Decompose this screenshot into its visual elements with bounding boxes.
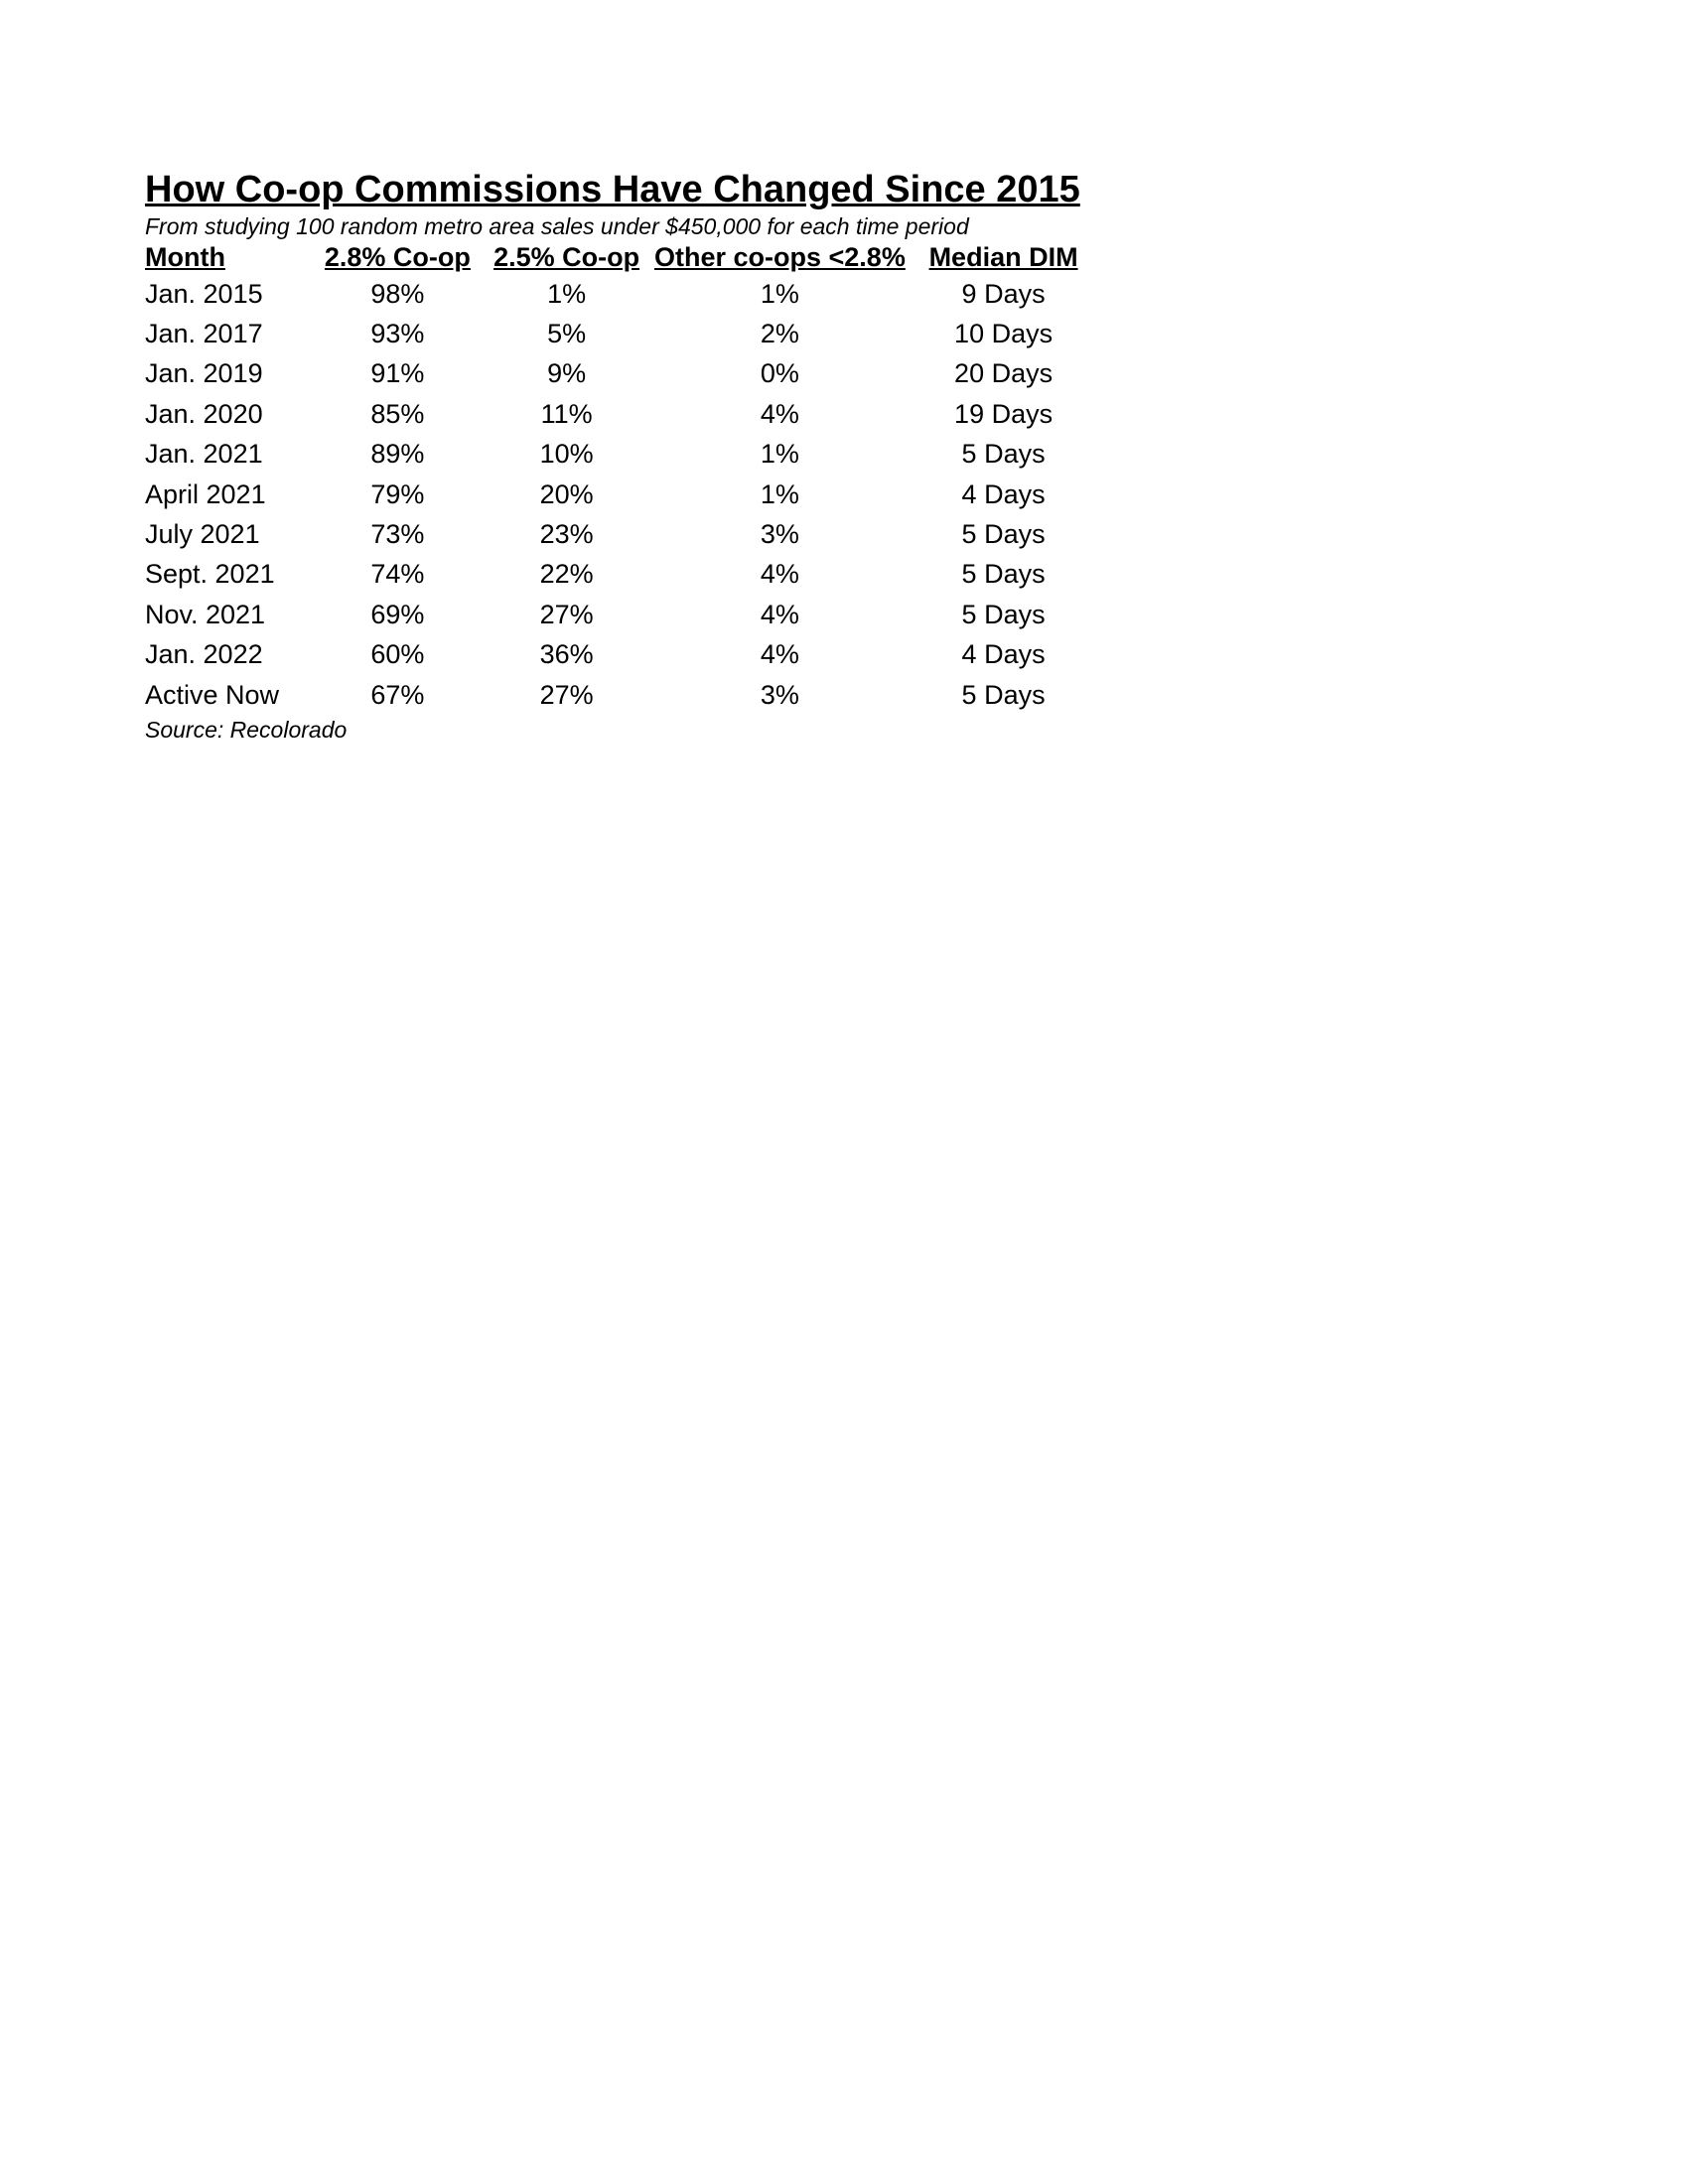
cell-2-5-coop: 11% bbox=[540, 398, 593, 429]
cell-month: July 2021 bbox=[145, 519, 260, 550]
cell-median-dim: 4 Days bbox=[961, 478, 1046, 509]
cell-2-5-coop: 20% bbox=[539, 478, 594, 509]
cell-2-5-coop: 1% bbox=[547, 278, 587, 309]
cell-2-8-coop: 60% bbox=[370, 639, 425, 670]
cell-median-dim: 5 Days bbox=[961, 519, 1046, 550]
cell-median-dim: 19 Days bbox=[954, 398, 1054, 429]
cell-2-8-coop: 73% bbox=[370, 519, 425, 550]
cell-month: Nov. 2021 bbox=[145, 599, 266, 629]
column-header-2-8-coop: 2.8% Co-op bbox=[324, 241, 471, 272]
source-note: Source: Recolorado bbox=[145, 717, 348, 744]
commission-table bbox=[145, 240, 1098, 715]
cell-month: Jan. 2019 bbox=[145, 358, 263, 389]
cell-median-dim: 5 Days bbox=[961, 439, 1046, 470]
cell-other-coops: 4% bbox=[760, 398, 799, 429]
cell-other-coops: 1% bbox=[760, 439, 799, 470]
cell-2-8-coop: 85% bbox=[370, 398, 425, 429]
table-row bbox=[145, 394, 1098, 434]
cell-month: Jan. 2021 bbox=[145, 439, 263, 470]
cell-median-dim: 5 Days bbox=[961, 679, 1046, 710]
column-header-month: Month bbox=[145, 241, 225, 272]
table-row bbox=[145, 475, 1098, 514]
cell-2-8-coop: 79% bbox=[370, 478, 425, 509]
cell-median-dim: 4 Days bbox=[961, 639, 1046, 670]
cell-median-dim: 5 Days bbox=[961, 599, 1046, 629]
document-sheet bbox=[145, 167, 1098, 745]
page-subtitle: From studying 100 random metro area sales under $450,000 for each time period bbox=[145, 213, 969, 239]
cell-2-5-coop: 22% bbox=[539, 559, 594, 590]
table-row bbox=[145, 635, 1098, 675]
cell-median-dim: 20 Days bbox=[954, 358, 1054, 389]
column-header-other-coops: Other co-ops <2.8% bbox=[654, 241, 906, 272]
cell-2-5-coop: 36% bbox=[539, 639, 594, 670]
cell-other-coops: 3% bbox=[760, 519, 799, 550]
table-header-row bbox=[145, 240, 1098, 274]
cell-month: Active Now bbox=[145, 679, 280, 710]
cell-2-8-coop: 91% bbox=[370, 358, 425, 389]
table-row bbox=[145, 274, 1098, 314]
cell-2-8-coop: 74% bbox=[370, 559, 425, 590]
cell-2-5-coop: 10% bbox=[539, 439, 594, 470]
cell-2-8-coop: 89% bbox=[370, 439, 425, 470]
cell-2-5-coop: 5% bbox=[547, 319, 587, 349]
table-body bbox=[145, 274, 1098, 715]
cell-month: Jan. 2020 bbox=[145, 398, 263, 429]
cell-month: Sept. 2021 bbox=[145, 559, 275, 590]
cell-month: Jan. 2022 bbox=[145, 639, 263, 670]
table-row bbox=[145, 435, 1098, 475]
cell-2-5-coop: 9% bbox=[547, 358, 587, 389]
cell-other-coops: 4% bbox=[760, 599, 799, 629]
table-row bbox=[145, 675, 1098, 715]
cell-2-8-coop: 98% bbox=[370, 278, 425, 309]
table-row bbox=[145, 555, 1098, 595]
cell-2-8-coop: 69% bbox=[370, 599, 425, 629]
cell-2-8-coop: 93% bbox=[370, 319, 425, 349]
cell-2-5-coop: 27% bbox=[539, 679, 594, 710]
cell-other-coops: 0% bbox=[760, 358, 799, 389]
cell-month: Jan. 2017 bbox=[145, 319, 263, 349]
cell-month: Jan. 2015 bbox=[145, 278, 263, 309]
cell-other-coops: 2% bbox=[760, 319, 799, 349]
column-header-2-5-coop: 2.5% Co-op bbox=[493, 241, 640, 272]
table-row bbox=[145, 314, 1098, 353]
column-header-median-dim: Median DIM bbox=[928, 241, 1078, 272]
cell-month: April 2021 bbox=[145, 478, 266, 509]
page-title: How Co-op Commissions Have Changed Since 2015 bbox=[145, 169, 1080, 210]
table-row bbox=[145, 514, 1098, 554]
cell-median-dim: 10 Days bbox=[954, 319, 1054, 349]
cell-other-coops: 4% bbox=[760, 639, 799, 670]
table-row bbox=[145, 595, 1098, 634]
cell-2-5-coop: 27% bbox=[539, 599, 594, 629]
cell-2-5-coop: 23% bbox=[539, 519, 594, 550]
table-row bbox=[145, 354, 1098, 394]
cell-other-coops: 3% bbox=[760, 679, 799, 710]
cell-median-dim: 5 Days bbox=[961, 559, 1046, 590]
cell-2-8-coop: 67% bbox=[370, 679, 425, 710]
cell-median-dim: 9 Days bbox=[961, 278, 1046, 309]
cell-other-coops: 1% bbox=[760, 478, 799, 509]
cell-other-coops: 1% bbox=[760, 278, 799, 309]
cell-other-coops: 4% bbox=[760, 559, 799, 590]
